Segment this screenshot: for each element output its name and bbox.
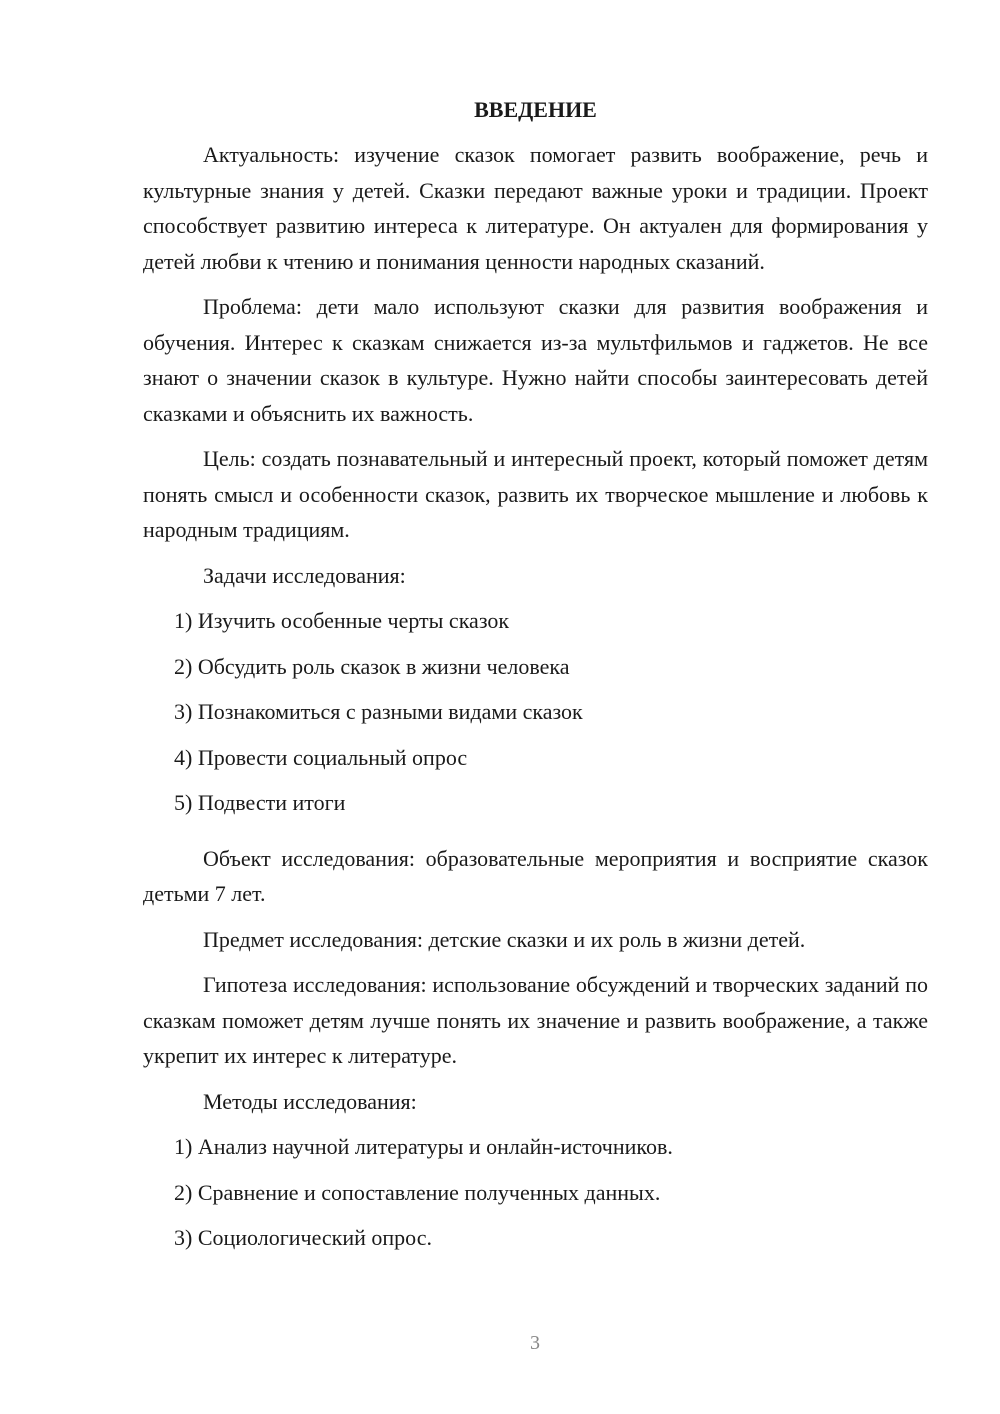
problem-paragraph: Проблема: дети мало используют сказки для развития воображения и обучения. Интерес к сказкам снижается из-за мультфильмов и гаджетов. Не все знают о значении сказок в культуре. Нужно найти способы заинтересовать детей сказками и объяснить их важность.	[143, 294, 928, 426]
tasks-list	[143, 603, 928, 831]
list-item: 1) Изучить особенные черты сказок	[174, 608, 510, 633]
list-item: 2) Обсудить роль сказок в жизни человека	[174, 653, 570, 679]
list-item: 5) Подвести итоги	[174, 790, 346, 815]
list-item: 3) Познакомиться с разными видами сказок	[174, 699, 583, 724]
methods-list	[143, 1129, 928, 1266]
list-item: 2) Сравнение и сопоставление полученных данных.	[174, 1179, 661, 1205]
page-title: ВВЕДЕНИЕ	[474, 97, 597, 122]
page-content	[143, 94, 928, 1276]
list-item: 4) Провести социальный опрос	[174, 744, 468, 770]
page-number: 3	[530, 1332, 540, 1354]
object-paragraph: Объект исследования: образовательные мероприятия и восприятие сказок детьми 7 лет.	[143, 845, 928, 906]
methods-heading: Методы исследования:	[203, 1088, 417, 1114]
list-item: 3) Социологический опрос.	[174, 1225, 432, 1250]
list-item: 1) Анализ научной литературы и онлайн-источников.	[174, 1134, 673, 1159]
relevance-paragraph: Актуальность: изучение сказок помогает развить воображение, речь и культурные знания у детей. Сказки передают важные уроки и традиции. Проект способствует развитию интереса к литературе. Он актуален для формирования у детей любви к чтению и понимания ценности народных сказаний.	[143, 142, 928, 274]
hypothesis-paragraph: Гипотеза исследования: использование обсуждений и творческих заданий по сказкам поможет детям лучше понять их значение и развить воображение, а также укрепит их интерес к литературе.	[143, 972, 928, 1068]
subject-paragraph: Предмет исследования: детские сказки и их роль в жизни детей.	[203, 926, 806, 952]
goal-paragraph: Цель: создать познавательный и интересный проект, который поможет детям понять смысл и особенности сказок, развить их творческое мышление и любовь к народным традициям.	[143, 446, 928, 542]
tasks-heading: Задачи исследования:	[203, 562, 406, 588]
